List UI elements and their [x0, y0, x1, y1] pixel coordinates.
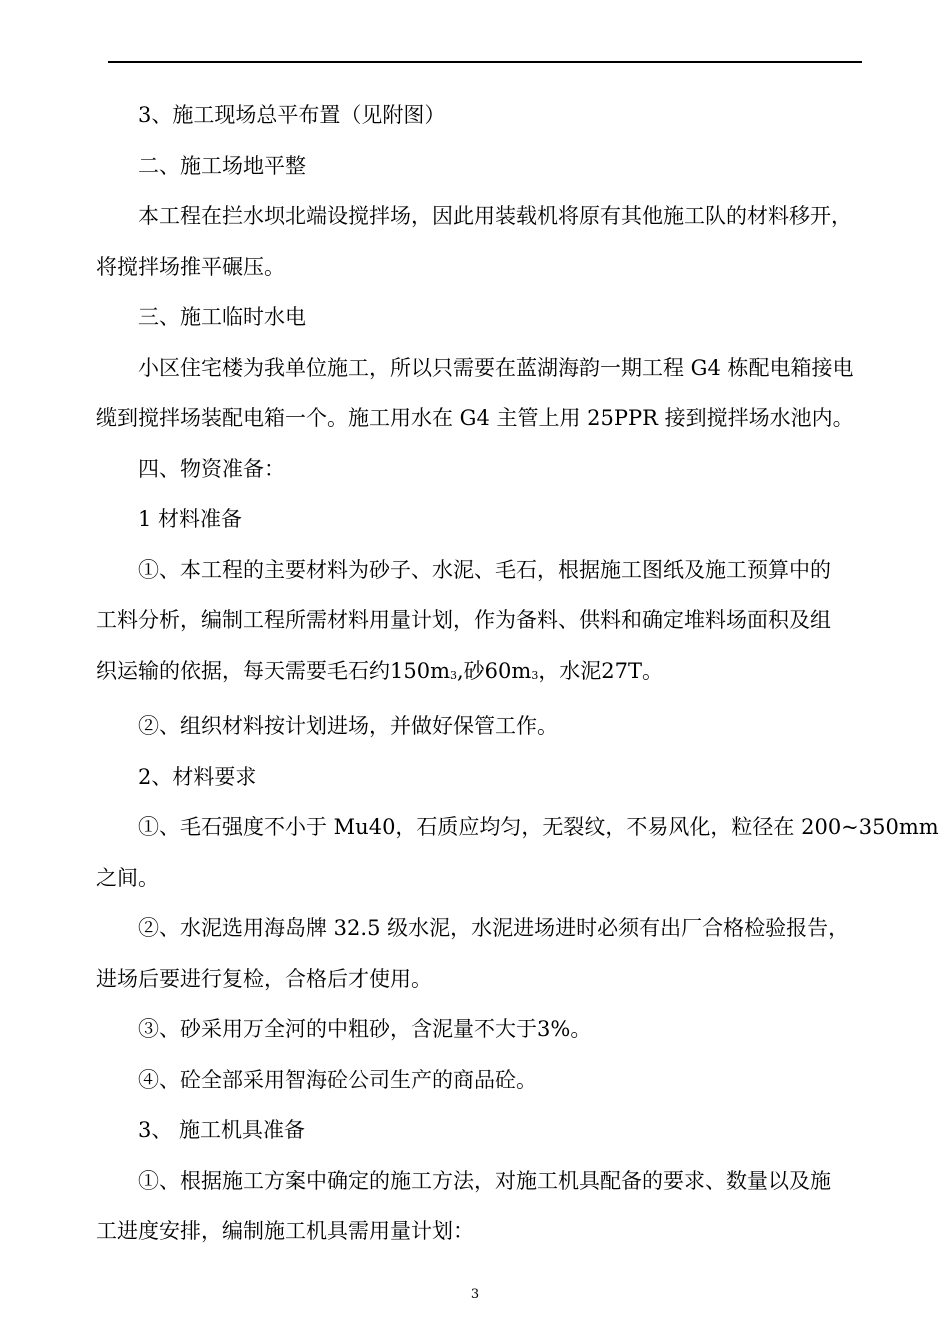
unit-superscript: 3: [531, 668, 539, 682]
materials-line-middle: ,砂60m: [457, 658, 532, 683]
paragraph-line: ④、砼全部采用智海砼公司生产的商品砼。: [138, 1067, 537, 1092]
paragraph-line: 3、施工现场总平布置（见附图）: [138, 103, 446, 127]
unit-superscript: 3: [450, 668, 457, 682]
materials-line-prefix: 织运输的依据，每天需要毛石约150m: [96, 658, 450, 683]
materials-quantity-line: [96, 646, 886, 702]
paragraph-line: ①、根据施工方案中确定的施工方法，对施工机具配备的要求、数量以及施: [138, 1168, 831, 1193]
header-rule: [108, 61, 862, 63]
paragraph-line: 进场后要进行复检，合格后才使用。: [96, 966, 432, 991]
materials-line-suffix: ，水泥27T。: [538, 658, 664, 683]
paragraph-line: 工进度安排，编制施工机具需用量计划：: [96, 1219, 474, 1243]
paragraph-line: ①、本工程的主要材料为砂子、水泥、毛石，根据施工图纸及施工预算中的: [138, 557, 831, 582]
paragraph-line: 四、物资准备：: [138, 456, 285, 481]
paragraph-group-a: [96, 90, 886, 646]
page-number: 3: [470, 1287, 480, 1302]
paragraph-line: 缆到搅拌场装配电箱一个。施工用水在 G4 主管上用 25PPR 接到搅拌场水池内。: [96, 406, 854, 430]
paragraph-line: ③、砂采用万全河的中粗砂，含泥量不大于3%。: [138, 1017, 592, 1041]
paragraph-line: 将搅拌场推平碾压。: [96, 254, 285, 279]
paragraph-line: 2、材料要求: [138, 764, 257, 789]
paragraph-line: 小区住宅楼为我单位施工，所以只需要在蓝湖海韵一期工程 G4 栋配电箱接电: [138, 355, 854, 380]
paragraph-line: ②、水泥选用海岛牌 32.5 级水泥，水泥进场进时必须有出厂合格检验报告，: [138, 916, 850, 940]
paragraph-line: 三、施工临时水电: [138, 305, 306, 329]
paragraph-line: 之间。: [96, 865, 159, 890]
paragraph-line: 1 材料准备: [138, 507, 243, 531]
paragraph-line: 二、施工场地平整: [138, 153, 306, 178]
paragraph-line: ①、毛石强度不小于 Mu40，石质应均匀，无裂纹，不易风化，粒径在 200~350mm: [138, 815, 939, 839]
paragraph-line: 本工程在拦水坝北端设搅拌场，因此用装载机将原有其他施工队的材料移开，: [138, 204, 852, 228]
paragraph-line: ②、组织材料按计划进场，并做好保管工作。: [138, 714, 558, 738]
paragraph-line: 工料分析，编制工程所需材料用量计划，作为备料、供料和确定堆料场面积及组: [96, 608, 831, 632]
paragraph-line: 3、 施工机具准备: [138, 1118, 306, 1142]
paragraph-group-b: [96, 701, 939, 1257]
document-body: [96, 90, 939, 1257]
